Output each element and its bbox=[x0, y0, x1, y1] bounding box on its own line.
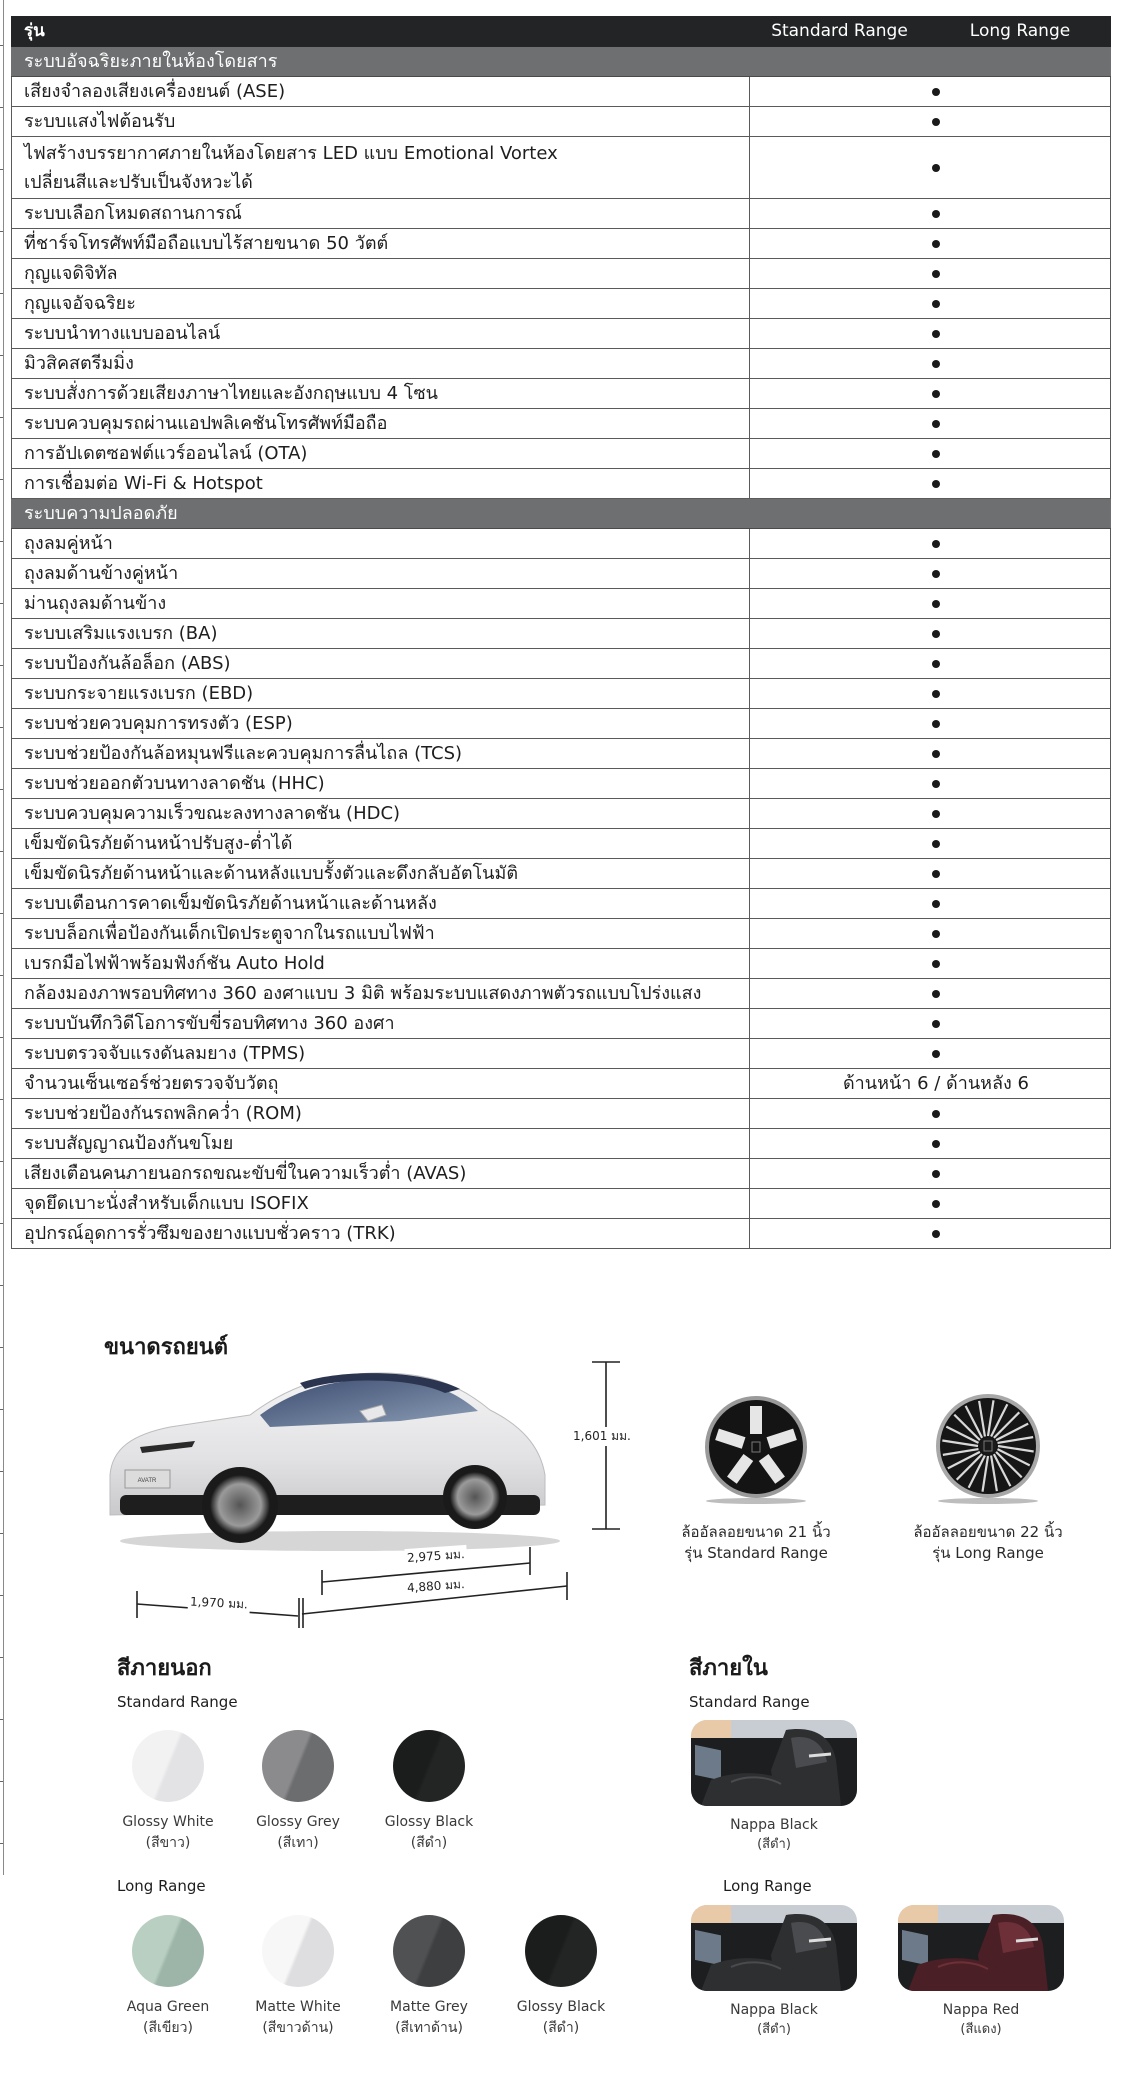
table-row bbox=[12, 829, 1111, 859]
interior-color-label bbox=[911, 2001, 1051, 2039]
available-dot-icon bbox=[932, 630, 940, 638]
feature-name-line: กุญแจอัจฉริยะ bbox=[24, 293, 136, 314]
feature-name bbox=[12, 1039, 750, 1069]
available-dot-icon bbox=[932, 390, 940, 398]
color-thai-name: (สีดำ) bbox=[542, 2020, 580, 2036]
feature-name-line: เสียงจำลองเสียงเครื่องยนต์ (ASE) bbox=[24, 81, 286, 102]
feature-name bbox=[12, 1219, 750, 1249]
feature-name-line: ถุงลมคู่หน้า bbox=[24, 533, 113, 554]
color-thai-name: (สีแดง) bbox=[960, 2022, 1002, 2037]
available-dot-icon bbox=[932, 600, 940, 608]
available-dot-icon bbox=[932, 750, 940, 758]
edge-tick bbox=[0, 1409, 3, 1410]
exterior-color-swatch bbox=[393, 1915, 465, 1987]
feature-name-line: การเชื่อมต่อ Wi-Fi & Hotspot bbox=[24, 473, 263, 494]
feature-value bbox=[750, 679, 1111, 709]
feature-name-line: เข็มขัดนิรภัยด้านหน้าปรับสูง-ต่ำได้ bbox=[24, 833, 293, 854]
edge-tick bbox=[0, 1223, 3, 1224]
interior-colors-title: สีภายใน bbox=[689, 1656, 768, 1681]
color-name: Nappa Red bbox=[942, 2002, 1020, 2018]
feature-name bbox=[12, 559, 750, 589]
feature-name bbox=[12, 949, 750, 979]
feature-name bbox=[12, 1099, 750, 1129]
feature-value bbox=[750, 589, 1111, 619]
edge-tick bbox=[0, 913, 3, 914]
available-dot-icon bbox=[932, 1140, 940, 1148]
color-thai-name: (สีขาวด้าน) bbox=[262, 2020, 334, 2036]
feature-name bbox=[12, 379, 750, 409]
exterior-color-swatch bbox=[262, 1730, 334, 1802]
feature-name bbox=[12, 199, 750, 229]
wheel-22-inch-image bbox=[932, 1390, 1044, 1508]
feature-value bbox=[750, 137, 1111, 199]
feature-name-line: จำนวนเซ็นเซอร์ช่วยตรวจจับวัตถุ bbox=[24, 1073, 279, 1094]
feature-name-line: ระบบเตือนการคาดเข็มขัดนิรภัยด้านหน้าและด้านหลัง bbox=[24, 893, 437, 914]
table-row bbox=[12, 469, 1111, 499]
car-badge-text: AVATR bbox=[137, 1478, 157, 1484]
color-name: Glossy Black bbox=[384, 1814, 474, 1830]
edge-tick bbox=[0, 1099, 3, 1100]
edge-tick bbox=[0, 355, 3, 356]
wheelbase-label: 2,975 มม. bbox=[404, 1545, 467, 1568]
feature-value bbox=[750, 619, 1111, 649]
car-image bbox=[100, 1355, 570, 1555]
edge-tick bbox=[0, 1285, 3, 1286]
feature-name-line: ระบบตรวจจับแรงดันลมยาง (TPMS) bbox=[24, 1043, 306, 1064]
available-dot-icon bbox=[932, 690, 940, 698]
feature-name bbox=[12, 799, 750, 829]
feature-name bbox=[12, 619, 750, 649]
section-header-row bbox=[12, 47, 1111, 77]
table-row bbox=[12, 589, 1111, 619]
table-row bbox=[12, 1189, 1111, 1219]
table-row bbox=[12, 679, 1111, 709]
feature-name-line: ระบบช่วยควบคุมการทรงตัว (ESP) bbox=[24, 713, 293, 734]
feature-name-line: ระบบล็อกเพื่อป้องกันเด็กเปิดประตูจากในรถแบบไฟฟ้า bbox=[24, 923, 435, 944]
available-dot-icon bbox=[932, 1020, 940, 1028]
feature-name bbox=[12, 107, 750, 137]
table-row bbox=[12, 1069, 1111, 1099]
feature-value bbox=[750, 829, 1111, 859]
feature-name-line: ไฟสร้างบรรยากาศภายในห้องโดยสาร LED แบบ Emotional Vortex bbox=[24, 143, 558, 164]
page-edge-strip bbox=[0, 0, 4, 1875]
interior-seat-illustration bbox=[691, 1720, 857, 1806]
feature-name-line: ระบบป้องกันล้อล็อก (ABS) bbox=[24, 653, 231, 674]
edge-tick bbox=[0, 169, 3, 170]
table-row bbox=[12, 1129, 1111, 1159]
feature-value bbox=[750, 1219, 1111, 1249]
table-row bbox=[12, 559, 1111, 589]
available-dot-icon bbox=[932, 900, 940, 908]
standard-range-column-header: Standard Range bbox=[750, 17, 930, 47]
feature-value bbox=[750, 107, 1111, 137]
available-dot-icon bbox=[932, 810, 940, 818]
available-dot-icon bbox=[932, 300, 940, 308]
interior-color-label bbox=[704, 2001, 844, 2039]
feature-name-line: เสียงเตือนคนภายนอกรถขณะขับขี่ในความเร็วต่ำ (AVAS) bbox=[24, 1163, 467, 1184]
interior-seat-illustration bbox=[691, 1905, 857, 1991]
exterior-color-label bbox=[228, 1997, 368, 2039]
section-header-row bbox=[12, 499, 1111, 529]
exterior-long-label: Long Range bbox=[117, 1877, 206, 1895]
feature-name bbox=[12, 137, 750, 199]
feature-name bbox=[12, 919, 750, 949]
edge-tick bbox=[0, 1781, 3, 1782]
feature-name-line: ระบบควบคุมรถผ่านแอปพลิเคชันโทรศัพท์มือถือ bbox=[24, 413, 388, 434]
available-dot-icon bbox=[932, 780, 940, 788]
feature-value bbox=[750, 709, 1111, 739]
available-dot-icon bbox=[932, 930, 940, 938]
exterior-color-swatch bbox=[525, 1915, 597, 1987]
exterior-color-swatch bbox=[132, 1730, 204, 1802]
feature-name-line: เข็มขัดนิรภัยด้านหน้าและด้านหลังแบบรั้งตัวและดึงกลับอัตโนมัติ bbox=[24, 863, 519, 884]
feature-name bbox=[12, 439, 750, 469]
table-row bbox=[12, 919, 1111, 949]
available-dot-icon bbox=[932, 1200, 940, 1208]
table-row bbox=[12, 799, 1111, 829]
feature-name-line: เปลี่ยนสีและปรับเป็นจังหวะได้ bbox=[24, 172, 253, 193]
color-name: Glossy Grey bbox=[256, 1814, 340, 1830]
table-header-row bbox=[12, 17, 1111, 47]
feature-value bbox=[750, 229, 1111, 259]
color-name: Matte White bbox=[255, 1999, 341, 2015]
available-dot-icon bbox=[932, 164, 940, 172]
feature-name bbox=[12, 829, 750, 859]
wheel-22-size: ล้ออัลลอยขนาด 22 นิ้ว bbox=[913, 1523, 1063, 1541]
table-row bbox=[12, 319, 1111, 349]
color-thai-name: (สีดำ) bbox=[757, 1837, 791, 1852]
feature-value bbox=[750, 289, 1111, 319]
table-row bbox=[12, 1039, 1111, 1069]
table-row bbox=[12, 107, 1111, 137]
available-dot-icon bbox=[932, 360, 940, 368]
color-thai-name: (สีดำ) bbox=[757, 2022, 791, 2037]
feature-value bbox=[750, 319, 1111, 349]
height-label: 1,601 มม. bbox=[571, 1427, 633, 1446]
edge-tick bbox=[0, 975, 3, 976]
feature-name-line: ระบบช่วยออกตัวบนทางลาดชัน (HHC) bbox=[24, 773, 325, 794]
available-dot-icon bbox=[932, 450, 940, 458]
feature-name bbox=[12, 649, 750, 679]
color-name: Aqua Green bbox=[126, 1999, 210, 2015]
edge-tick bbox=[0, 417, 3, 418]
feature-name-line: จุดยึดเบาะนั่งสำหรับเด็กแบบ ISOFIX bbox=[24, 1193, 309, 1214]
available-dot-icon bbox=[932, 270, 940, 278]
available-dot-icon bbox=[932, 870, 940, 878]
table-row bbox=[12, 619, 1111, 649]
table-row bbox=[12, 889, 1111, 919]
feature-value bbox=[750, 859, 1111, 889]
rear-rim bbox=[450, 1472, 500, 1522]
feature-name-line: มิวสิคสตรีมมิ่ง bbox=[24, 353, 134, 374]
available-dot-icon bbox=[932, 1230, 940, 1238]
feature-name bbox=[12, 739, 750, 769]
feature-value bbox=[750, 1159, 1111, 1189]
available-dot-icon bbox=[932, 88, 940, 96]
wheel-21-size: ล้ออัลลอยขนาด 21 นิ้ว bbox=[681, 1523, 831, 1541]
feature-name bbox=[12, 589, 750, 619]
feature-name bbox=[12, 709, 750, 739]
feature-name bbox=[12, 1189, 750, 1219]
edge-tick bbox=[0, 1719, 3, 1720]
feature-name-line: ระบบสัญญาณป้องกันขโมย bbox=[24, 1133, 234, 1154]
interior-standard-label: Standard Range bbox=[689, 1693, 810, 1711]
table-row bbox=[12, 709, 1111, 739]
width-label: 1,970 มม. bbox=[188, 1592, 251, 1614]
color-name: Matte Grey bbox=[390, 1999, 468, 2015]
table-row bbox=[12, 1159, 1111, 1189]
table-row bbox=[12, 529, 1111, 559]
color-name: Glossy Black bbox=[516, 1999, 606, 2015]
table-row bbox=[12, 979, 1111, 1009]
feature-name bbox=[12, 259, 750, 289]
exterior-colors-title: สีภายนอก bbox=[117, 1656, 212, 1681]
feature-value bbox=[750, 439, 1111, 469]
exterior-color-label bbox=[359, 1997, 499, 2039]
feature-name-line: อุปกรณ์อุดการรั่วซึมของยางแบบชั่วคราว (TRK) bbox=[24, 1223, 396, 1244]
section-value-cell bbox=[750, 47, 1111, 77]
edge-tick bbox=[0, 541, 3, 542]
table-row bbox=[12, 77, 1111, 107]
edge-tick bbox=[0, 231, 3, 232]
edge-tick bbox=[0, 665, 3, 666]
feature-name bbox=[12, 769, 750, 799]
feature-name-line: ระบบแสงไฟต้อนรับ bbox=[24, 111, 176, 132]
table-row bbox=[12, 1009, 1111, 1039]
feature-value bbox=[750, 889, 1111, 919]
feature-name-line: ระบบช่วยป้องกันล้อหมุนฟรีและควบคุมการลื่นไถล (TCS) bbox=[24, 743, 463, 764]
feature-name-line: ระบบเสริมแรงเบรก (BA) bbox=[24, 623, 218, 644]
table-row bbox=[12, 229, 1111, 259]
feature-name bbox=[12, 409, 750, 439]
feature-name-line: กล้องมองภาพรอบทิศทาง 360 องศาแบบ 3 มิติ พร้อมระบบแสดงภาพตัวรถแบบโปร่งแสง bbox=[24, 983, 702, 1004]
color-name: Nappa Black bbox=[730, 1817, 818, 1833]
length-label: 4,880 มม. bbox=[404, 1575, 467, 1598]
edge-tick bbox=[0, 727, 3, 728]
color-thai-name: (สีขาว) bbox=[145, 1835, 191, 1851]
feature-name bbox=[12, 1159, 750, 1189]
feature-name-line: ระบบสั่งการด้วยเสียงภาษาไทยและอังกฤษแบบ 4 โซน bbox=[24, 383, 438, 404]
wheel-spoke bbox=[750, 1406, 762, 1434]
available-dot-icon bbox=[932, 660, 940, 668]
front-rim bbox=[210, 1475, 270, 1535]
edge-tick bbox=[0, 1533, 3, 1534]
edge-tick bbox=[0, 1843, 3, 1844]
feature-name-line: ถุงลมด้านข้างคู่หน้า bbox=[24, 563, 179, 584]
feature-value bbox=[750, 1189, 1111, 1219]
table-row bbox=[12, 739, 1111, 769]
feature-name-line: ระบบบันทึกวิดีโอการขับขี่รอบทิศทาง 360 องศา bbox=[24, 1013, 395, 1034]
feature-name-line: เบรกมือไฟฟ้าพร้อมฟังก์ชัน Auto Hold bbox=[24, 953, 325, 974]
feature-value bbox=[750, 769, 1111, 799]
wheel-22-model: รุ่น Long Range bbox=[932, 1544, 1044, 1562]
feature-name bbox=[12, 319, 750, 349]
table-row bbox=[12, 349, 1111, 379]
exterior-color-swatch bbox=[132, 1915, 204, 1987]
interior-long-label: Long Range bbox=[723, 1877, 812, 1895]
exterior-color-swatch bbox=[262, 1915, 334, 1987]
table-row bbox=[12, 439, 1111, 469]
feature-value bbox=[750, 349, 1111, 379]
edge-tick bbox=[0, 1161, 3, 1162]
table-row bbox=[12, 649, 1111, 679]
available-dot-icon bbox=[932, 1170, 940, 1178]
color-thai-name: (สีดำ) bbox=[410, 1835, 448, 1851]
feature-name bbox=[12, 1129, 750, 1159]
feature-name-line: ระบบนำทางแบบออนไลน์ bbox=[24, 323, 221, 344]
feature-name bbox=[12, 889, 750, 919]
table-row bbox=[12, 1219, 1111, 1249]
table-row bbox=[12, 137, 1111, 199]
available-dot-icon bbox=[932, 240, 940, 248]
feature-name-line: ระบบควบคุมความเร็วขณะลงทางลาดชัน (HDC) bbox=[24, 803, 401, 824]
feature-name bbox=[12, 859, 750, 889]
feature-name-line: ม่านถุงลมด้านข้าง bbox=[24, 593, 167, 614]
exterior-color-swatch bbox=[393, 1730, 465, 1802]
feature-name bbox=[12, 229, 750, 259]
color-name: Nappa Black bbox=[730, 2002, 818, 2018]
feature-value bbox=[750, 1129, 1111, 1159]
feature-value bbox=[750, 199, 1111, 229]
edge-tick bbox=[0, 45, 3, 46]
exterior-standard-label: Standard Range bbox=[117, 1693, 238, 1711]
feature-name bbox=[12, 1009, 750, 1039]
feature-value bbox=[750, 799, 1111, 829]
table-row bbox=[12, 409, 1111, 439]
feature-value bbox=[750, 649, 1111, 679]
table-row bbox=[12, 769, 1111, 799]
model-column-header: รุ่น bbox=[12, 17, 750, 47]
table-row bbox=[12, 1099, 1111, 1129]
edge-tick bbox=[0, 851, 3, 852]
feature-value bbox=[750, 379, 1111, 409]
edge-tick bbox=[0, 1471, 3, 1472]
available-dot-icon bbox=[932, 1050, 940, 1058]
section-value-cell bbox=[750, 499, 1111, 529]
exterior-color-label bbox=[98, 1997, 238, 2039]
wheel-21-caption bbox=[646, 1522, 866, 1564]
feature-name-line: ระบบช่วยป้องกันรถพลิกคว่ำ (ROM) bbox=[24, 1103, 302, 1124]
feature-name bbox=[12, 679, 750, 709]
wheel-21-model: รุ่น Standard Range bbox=[684, 1544, 828, 1562]
table-row bbox=[12, 859, 1111, 889]
edge-tick bbox=[0, 1347, 3, 1348]
dimensions-title: ขนาดรถยนต์ bbox=[104, 1335, 229, 1360]
feature-name bbox=[12, 1069, 750, 1099]
table-row bbox=[12, 199, 1111, 229]
feature-value bbox=[750, 1009, 1111, 1039]
feature-name-line: การอัปเดตซอฟต์แวร์ออนไลน์ (OTA) bbox=[24, 443, 308, 464]
edge-tick bbox=[0, 107, 3, 108]
table-row bbox=[12, 949, 1111, 979]
color-name: Glossy White bbox=[122, 1814, 214, 1830]
feature-value bbox=[750, 259, 1111, 289]
car-shadow bbox=[120, 1531, 560, 1551]
exterior-color-label bbox=[359, 1812, 499, 1854]
exterior-color-label bbox=[491, 1997, 631, 2039]
edge-tick bbox=[0, 1657, 3, 1658]
feature-value bbox=[750, 559, 1111, 589]
available-dot-icon bbox=[932, 420, 940, 428]
exterior-color-label bbox=[228, 1812, 368, 1854]
edge-tick bbox=[0, 293, 3, 294]
wheel-22-caption bbox=[878, 1522, 1098, 1564]
interior-color-photo bbox=[898, 1905, 1064, 1991]
available-dot-icon bbox=[932, 840, 940, 848]
feature-value bbox=[750, 1099, 1111, 1129]
long-range-column-header: Long Range bbox=[930, 17, 1111, 47]
feature-value bbox=[750, 529, 1111, 559]
available-dot-icon bbox=[932, 720, 940, 728]
color-thai-name: (สีเทา) bbox=[277, 1835, 319, 1851]
feature-value bbox=[750, 739, 1111, 769]
feature-value bbox=[750, 77, 1111, 107]
available-dot-icon bbox=[932, 960, 940, 968]
interior-seat-illustration bbox=[898, 1905, 1064, 1991]
feature-name-line: ระบบเลือกโหมดสถานการณ์ bbox=[24, 203, 242, 224]
interior-color-label bbox=[704, 1816, 844, 1854]
spec-table bbox=[11, 16, 1111, 1249]
available-dot-icon bbox=[932, 1110, 940, 1118]
feature-name bbox=[12, 77, 750, 107]
edge-tick bbox=[0, 789, 3, 790]
feature-value bbox=[750, 469, 1111, 499]
feature-name-line: ที่ชาร์จโทรศัพท์มือถือแบบไร้สายขนาด 50 วัตต์ bbox=[24, 233, 389, 254]
available-dot-icon bbox=[932, 570, 940, 578]
section-title: ระบบอัจฉริยะภายในห้องโดยสาร bbox=[12, 47, 750, 77]
section-title: ระบบความปลอดภัย bbox=[12, 499, 750, 529]
feature-value bbox=[750, 1039, 1111, 1069]
available-dot-icon bbox=[932, 210, 940, 218]
feature-value bbox=[750, 949, 1111, 979]
color-thai-name: (สีเทาด้าน) bbox=[395, 2020, 463, 2036]
color-thai-name: (สีเขียว) bbox=[143, 2020, 193, 2036]
feature-name bbox=[12, 529, 750, 559]
feature-value bbox=[750, 1069, 1111, 1099]
feature-value-text: ด้านหน้า 6 / ด้านหลัง 6 bbox=[842, 1073, 1030, 1094]
feature-value bbox=[750, 979, 1111, 1009]
interior-color-photo bbox=[691, 1905, 857, 1991]
available-dot-icon bbox=[932, 118, 940, 126]
edge-tick bbox=[0, 479, 3, 480]
feature-name bbox=[12, 469, 750, 499]
available-dot-icon bbox=[932, 990, 940, 998]
table-row bbox=[12, 379, 1111, 409]
table-row bbox=[12, 259, 1111, 289]
available-dot-icon bbox=[932, 330, 940, 338]
feature-name bbox=[12, 289, 750, 319]
available-dot-icon bbox=[932, 480, 940, 488]
feature-name bbox=[12, 979, 750, 1009]
edge-tick bbox=[0, 1595, 3, 1596]
interior-color-photo bbox=[691, 1720, 857, 1806]
feature-name-line: กุญแจดิจิทัล bbox=[24, 263, 118, 284]
feature-name bbox=[12, 349, 750, 379]
edge-tick bbox=[0, 1037, 3, 1038]
feature-name-line: ระบบกระจายแรงเบรก (EBD) bbox=[24, 683, 254, 704]
feature-value bbox=[750, 919, 1111, 949]
feature-value bbox=[750, 409, 1111, 439]
table-row bbox=[12, 289, 1111, 319]
available-dot-icon bbox=[932, 540, 940, 548]
wheel-21-inch-image bbox=[700, 1390, 812, 1508]
exterior-color-label bbox=[98, 1812, 238, 1854]
edge-tick bbox=[0, 603, 3, 604]
